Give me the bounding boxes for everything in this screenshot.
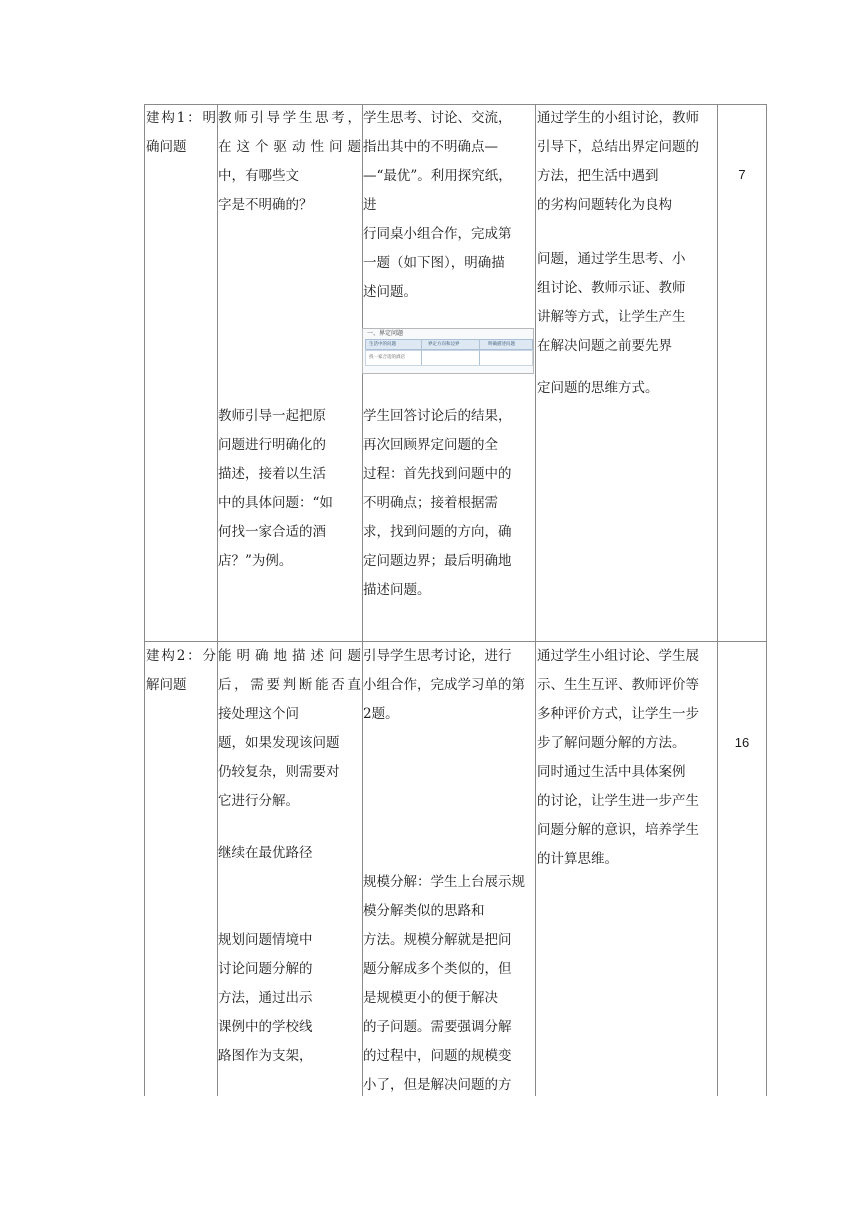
row1-teacher-line: 问题进行明确化的 bbox=[218, 437, 326, 453]
row2-student-block-1 bbox=[363, 642, 535, 729]
row2-student-line: 模分解类似的思路和 bbox=[363, 903, 485, 919]
row1-student-block-1 bbox=[363, 104, 535, 307]
row1-intent-line: 在解决问题之前要先界 bbox=[537, 338, 672, 354]
table-border-left bbox=[144, 104, 145, 1096]
row2-student-line: 的过程中，问题的规模变 bbox=[363, 1048, 512, 1064]
table-border-right bbox=[766, 104, 767, 1096]
row2-teacher-block-1 bbox=[218, 642, 361, 816]
row1-intent-line: 组讨论、教师示证、教师 bbox=[537, 280, 686, 296]
row1-intent-block-3 bbox=[537, 374, 717, 403]
row2-time: 16 bbox=[734, 735, 750, 750]
row1-student-line: 求，找到问题的方向，确 bbox=[363, 524, 512, 540]
row2-stage-cell bbox=[146, 642, 216, 700]
row2-teacher-line: 题，如果发现该问题 bbox=[218, 735, 340, 751]
worksheet-header-cell: 生活中的问题 bbox=[369, 341, 396, 346]
row2-intent-line: 的计算思维。 bbox=[537, 851, 618, 867]
row2-teacher-line: 讨论问题分解的 bbox=[218, 961, 313, 977]
row2-intent-line: 同时通过生活中具体案例 bbox=[537, 764, 686, 780]
row2-intent-line: 步了解问题分解的方法。 bbox=[537, 735, 686, 751]
row1-intent-line: 方法，把生活中遇到 bbox=[537, 168, 659, 184]
row1-time: 7 bbox=[738, 167, 746, 182]
row2-teacher-line: 接处理这个问 bbox=[218, 706, 299, 722]
row2-teacher-line: 规划问题情境中 bbox=[218, 932, 313, 948]
row1-teacher-line: 教师引导一起把原 bbox=[218, 408, 326, 424]
worksheet-body-cell: 找一家合适的酒店 bbox=[369, 354, 405, 359]
row1-student-line: 一题（如下图），明确描 bbox=[363, 255, 505, 271]
row2-student-line: 是规模更小的便于解决 bbox=[363, 990, 498, 1006]
row1-student-line: —“最优”。利用探究纸， bbox=[363, 168, 512, 184]
row2-student-line: 方法。规模分解就是把问 bbox=[363, 932, 512, 948]
row2-student-line: 小了，但是解决问题的方 bbox=[363, 1077, 512, 1093]
row1-intent-line: 定问题的思维方式。 bbox=[537, 380, 659, 396]
row2-teacher-block-2 bbox=[218, 839, 361, 868]
row1-stage-cell bbox=[146, 104, 216, 162]
worksheet-header-row bbox=[365, 339, 533, 350]
row2-student-line: 引导学生思考讨论，进行 bbox=[363, 648, 512, 664]
row1-teacher-line: 在这个驱动性问题 bbox=[218, 139, 361, 155]
worksheet-thumbnail bbox=[362, 328, 534, 374]
row2-intent-line: 的讨论，让学生进一步产生 bbox=[537, 793, 699, 809]
row2-teacher-line: 路图作为支架， bbox=[218, 1048, 313, 1064]
row1-teacher-line: 描述，接着以生活 bbox=[218, 466, 326, 482]
row1-intent-block-2 bbox=[537, 245, 717, 361]
row1-intent-line: 的劣构问题转化为良构 bbox=[537, 197, 672, 213]
row1-student-block-2 bbox=[363, 402, 535, 605]
row1-student-line: 指出其中的不明确点— bbox=[363, 139, 498, 155]
row1-teacher-line: 字是不明确的？ bbox=[218, 197, 313, 213]
row1-teacher-block-1 bbox=[218, 104, 361, 220]
row2-intent-line: 示、生生互评、教师评价等 bbox=[537, 677, 699, 693]
row2-teacher-line: 方法，通过出示 bbox=[218, 990, 313, 1006]
row2-student-line: 规模分解：学生上台展示规 bbox=[363, 874, 525, 890]
row1-student-line: 描述问题。 bbox=[363, 582, 431, 598]
row1-intent-line: 通过学生的小组讨论，教师 bbox=[537, 110, 699, 126]
row1-teacher-block-2 bbox=[218, 402, 361, 576]
row1-student-line: 过程：首先找到问题中的 bbox=[363, 466, 512, 482]
row2-student-line: 小组合作，完成学习单的第 bbox=[363, 677, 525, 693]
row2-intent-block-1 bbox=[537, 642, 717, 874]
table-divider-4 bbox=[717, 104, 718, 1096]
row1-teacher-line: 中的具体问题：“如 bbox=[218, 495, 333, 511]
row2-teacher-line: 继续在最优路径 bbox=[218, 845, 313, 861]
row2-stage-line: 解问题 bbox=[146, 677, 187, 693]
row2-teacher-line: 课例中的学校线 bbox=[218, 1019, 313, 1035]
row1-intent-line: 问题，通过学生思考、小 bbox=[537, 251, 686, 267]
row2-teacher-line: 它进行分解。 bbox=[218, 793, 299, 809]
row1-student-line: 行同桌小组合作，完成第 bbox=[363, 226, 512, 242]
row1-student-line: 再次回顾界定问题的全 bbox=[363, 437, 498, 453]
row1-teacher-line: 店？”为例。 bbox=[218, 553, 293, 569]
row2-teacher-block-3 bbox=[218, 926, 361, 1071]
row1-student-line: 学生思考、讨论、交流， bbox=[363, 110, 512, 126]
row1-intent-line: 引导下，总结出界定问题的 bbox=[537, 139, 699, 155]
row1-teacher-line: 教师引导学生思考， bbox=[218, 110, 361, 126]
row2-student-line: 的子问题。需要强调分解 bbox=[363, 1019, 512, 1035]
worksheet-title: 一、界定问题 bbox=[367, 331, 404, 337]
row2-student-block-2 bbox=[363, 868, 535, 1100]
row2-student-line: 题分解成多个类似的，但 bbox=[363, 961, 512, 977]
row1-intent-block-1 bbox=[537, 104, 717, 220]
worksheet-column-divider bbox=[421, 339, 422, 365]
row2-intent-line: 通过学生小组讨论、学生展 bbox=[537, 648, 699, 664]
table-divider-3 bbox=[535, 104, 536, 1096]
row2-intent-line: 多种评价方式，让学生一步 bbox=[537, 706, 699, 722]
row1-student-line: 不明确点；接着根据需 bbox=[363, 495, 498, 511]
row2-student-line: 2题。 bbox=[363, 706, 399, 722]
row1-student-line: 定问题边界；最后明确地 bbox=[363, 553, 512, 569]
row1-stage-line: 建构1：明 bbox=[146, 110, 216, 126]
row1-stage-line: 确问题 bbox=[146, 139, 187, 155]
row1-student-line: 学生回答讨论后的结果， bbox=[363, 408, 512, 424]
worksheet-header-cell: 界定方向和边界 bbox=[428, 341, 460, 346]
row1-student-line: 进 bbox=[363, 197, 377, 213]
row1-teacher-line: 何找一家合适的酒 bbox=[218, 524, 326, 540]
worksheet-header-cell: 明确描述问题 bbox=[488, 341, 515, 346]
row2-stage-line: 建构2：分 bbox=[146, 648, 216, 664]
row2-teacher-line: 能明确地描述问题 bbox=[218, 648, 361, 664]
row1-intent-line: 讲解等方式，让学生产生 bbox=[537, 309, 686, 325]
row1-teacher-line: 中，有哪些文 bbox=[218, 168, 299, 184]
row2-teacher-line: 仍较复杂，则需要对 bbox=[218, 764, 340, 780]
worksheet-body-row bbox=[365, 350, 533, 366]
row2-teacher-line: 后，需要判断能否直 bbox=[218, 677, 361, 693]
worksheet-column-divider bbox=[479, 339, 480, 365]
lesson-plan-table bbox=[144, 104, 767, 1096]
row2-intent-line: 问题分解的意识，培养学生 bbox=[537, 822, 699, 838]
row1-student-line: 述问题。 bbox=[363, 284, 417, 300]
